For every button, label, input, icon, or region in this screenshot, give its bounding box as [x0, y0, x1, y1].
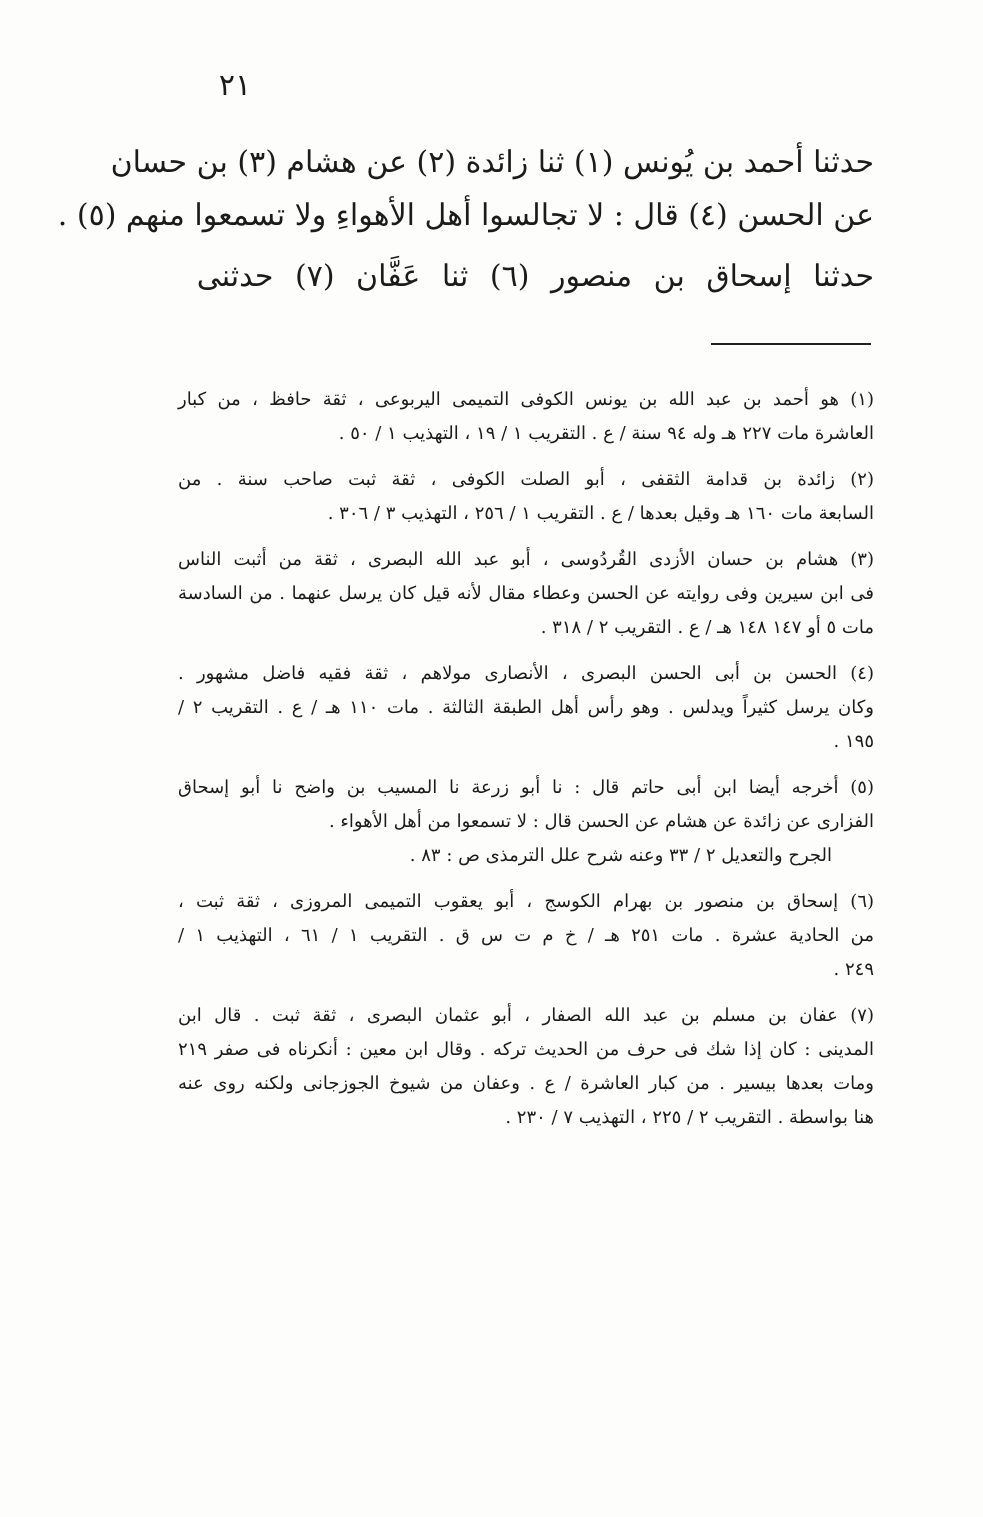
- footnote-line: من الحادية عشرة . مات ٢٥١ هـ / خ م ت س ق . التقريب ١ / ٦١ ، التهذيب ١ /: [178, 925, 874, 946]
- footnote-line: العاشرة مات ٢٢٧ هـ وله ٩٤ سنة / ع . التقريب ١ / ١٩ ، التهذيب ١ / ٥٠ .: [338, 423, 874, 444]
- footnote-line: وكان يرسل كثيراً ويدلس . وهو رأس أهل الطبقة الثالثة . مات ١١٠ هـ / ع . التقريب ٢ /: [178, 697, 874, 718]
- footnote-line: هنا بواسطة . التقريب ٢ / ٢٢٥ ، التهذيب ٧ / ٢٣٠ .: [505, 1107, 874, 1128]
- footnote-line: (٥) أخرجه أيضا ابن أبى حاتم قال : نا أبو زرعة نا المسيب بن واضح نا أبو إسحاق: [178, 777, 874, 798]
- footnote-line: السابعة مات ١٦٠ هـ وقيل بعدها / ع . التقريب ١ / ٢٥٦ ، التهذيب ٣ / ٣٠٦ .: [327, 503, 874, 524]
- footnote-2: [178, 463, 874, 531]
- footnote-line: ومات بعدها بيسير . من كبار العاشرة / ع . وعفان من شيوخ الجوزجانى ولكنه روى عنه: [178, 1073, 874, 1094]
- footnote-line: فى ابن سيرين وفى روايته عن الحسن وعطاء مقال لأنه قيل كان يرسل عنهما . من السادسة: [178, 583, 874, 604]
- footnote-line: (٣) هشام بن حسان الأزدى القُردُوسى ، أبو عبد الله البصرى ، ثقة من أثبت الناس: [178, 549, 874, 570]
- footnote-4: [178, 657, 874, 759]
- main-text-line: حدثنا أحمد بن يُونس (١) ثنا زائدة (٢) عن هشام (٣) بن حسان: [110, 145, 874, 180]
- footnote-7: [178, 999, 874, 1135]
- footnote-line: (٧) عفان بن مسلم بن عبد الله الصفار ، أبو عثمان البصرى ، ثقة ثبت . قال ابن: [178, 1005, 874, 1026]
- main-text-line: عن الحسن (٤) قال : لا تجالسوا أهل الأهواءِ ولا تسمعوا منهم (٥) .: [57, 198, 874, 233]
- footnote-line: الجرح والتعديل ٢ / ٣٣ وعنه شرح علل الترمذى ص : ٨٣ .: [409, 845, 832, 866]
- footnote-3: [178, 543, 874, 645]
- page-number: ٢١: [218, 68, 252, 103]
- main-text-line: حدثنا إسحاق بن منصور (٦) ثنا عَفَّان (٧) حدثنى: [196, 259, 874, 294]
- footnote-line: المدينى : كان إذا شك فى حرف من الحديث تركه . وقال ابن معين : أنكرناه فى صفر ٢١٩: [178, 1039, 874, 1060]
- footnote-line: مات ٥ أو ١٤٧ ١٤٨ هـ / ع . التقريب ٢ / ٣١٨ .: [540, 617, 874, 638]
- footnote-divider: [711, 343, 871, 345]
- footnote-line: (٦) إسحاق بن منصور بن بهرام الكوسج ، أبو يعقوب التميمى المروزى ، ثقة ثبت ،: [178, 891, 875, 912]
- footnote-line: الفزارى عن زائدة عن هشام عن الحسن قال : لا تسمعوا من أهل الأهواء .: [328, 811, 874, 832]
- footnote-line: (١) هو أحمد بن عبد الله بن يونس الكوفى التميمى اليربوعى ، ثقة حافظ ، من كبار: [178, 389, 874, 410]
- footnote-line: ١٩٥ .: [833, 731, 874, 752]
- footnote-5: [178, 771, 874, 873]
- footnote-6: [178, 885, 874, 987]
- footnote-line: ٢٤٩ .: [833, 959, 874, 980]
- footnote-line: (٤) الحسن بن أبى الحسن البصرى ، الأنصارى مولاهم ، ثقة فقيه فاضل مشهور .: [178, 663, 874, 684]
- footnote-1: [178, 383, 874, 451]
- footnotes: [178, 383, 874, 1147]
- footnote-line: (٢) زائدة بن قدامة الثقفى ، أبو الصلت الكوفى ، ثقة ثبت صاحب سنة . من: [178, 469, 874, 490]
- main-text: [57, 136, 874, 303]
